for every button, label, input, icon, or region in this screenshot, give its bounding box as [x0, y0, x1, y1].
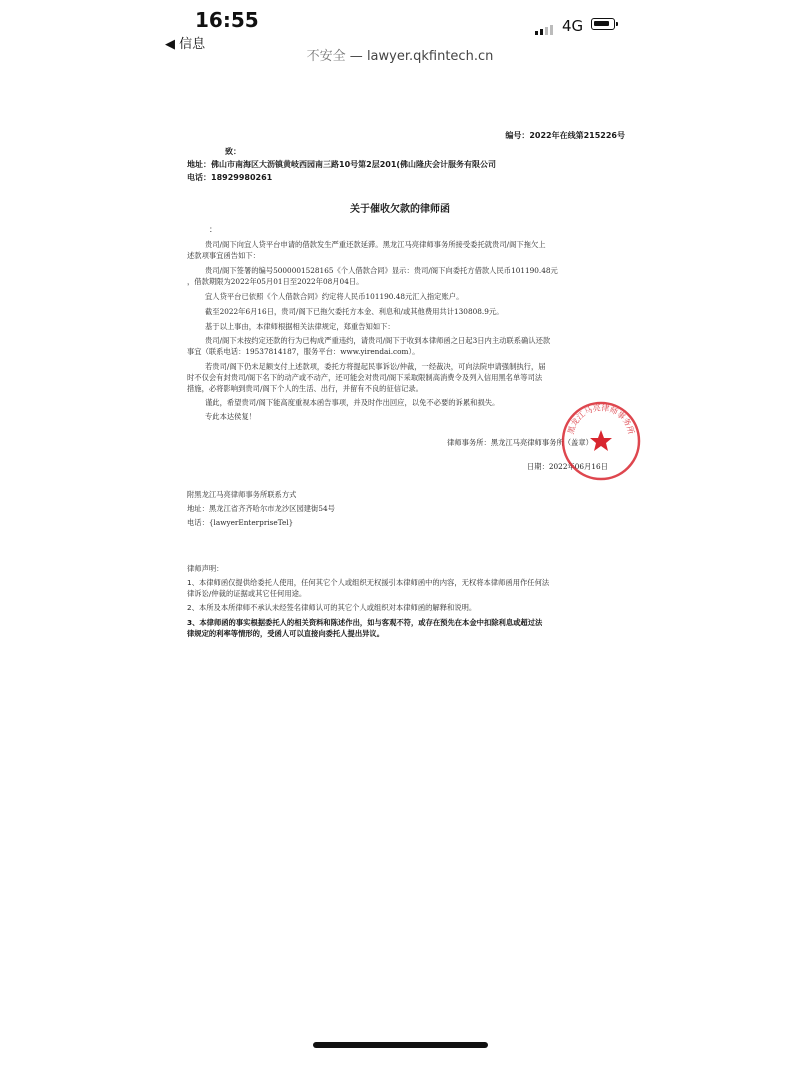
cellular-signal-icon: [535, 16, 555, 35]
body-line: 贵司/阁下未按约定还款的行为已构成严重违约，请贵司/阁下于收到本律师函之日起3日内主动联系确认还款: [205, 336, 551, 345]
signature-firm: 律师事务所：黑龙江马亮律师事务所（盖章）: [447, 438, 593, 447]
body-line: 贵司/阁下向宜人贷平台申请的借款发生严重还款延滞。黑龙江马亮律师事务所接受委托就贵司/阁下拖欠上: [205, 240, 546, 249]
letter-title: 关于催收欠款的律师函: [350, 204, 450, 215]
network-type: 4G: [562, 17, 584, 35]
body-line: ，借款期限为2022年05月01日至2022年08月04日。: [187, 277, 364, 286]
declaration-line: 2、本所及本所律师不承认未经签名律师认可的其它个人或组织对本律师函的解释和说明。: [187, 603, 477, 612]
contact-phone: 电话：{lawyerEnterpriseTel}: [187, 518, 294, 527]
body-line: 宜人贷平台已依照《个人借款合同》约定将人民币101190.48元汇入指定账户。: [205, 292, 464, 301]
body-line: 若贵司/阁下仍未足额支付上述款项，委托方将提起民事诉讼/仲裁，一经裁决，可向法院申请强制执行，届: [205, 362, 546, 371]
status-time: 16:55: [195, 8, 259, 32]
document-number: 编号：2022年在线第215226号: [505, 131, 625, 140]
signature-date: 日期：2022年06月16日: [527, 462, 608, 471]
declaration-heading: 律师声明：: [187, 564, 224, 573]
official-seal-icon: [560, 400, 642, 482]
declaration-line: 1、本律师函仅提供给委托人使用，任何其它个人或组织无权援引本律师函中的内容，无权将本律师函用作任何法: [187, 578, 550, 587]
salutation: ：: [209, 225, 217, 234]
phone-screen: [155, 0, 645, 1067]
declaration-line-bold: 律规定的利率等情形的，受函人可以直接向委托人提出异议。: [187, 629, 385, 638]
svg-text:黑龙江马亮律师事务所: [566, 402, 636, 435]
status-bar: [155, 0, 645, 52]
body-line: 谨此，希望贵司/阁下能高度重视本函告事项，并及时作出回应，以免不必要的诉累和损失。: [205, 398, 500, 407]
url-text: lawyer.qkfintech.cn: [366, 49, 494, 64]
seal-text: 黑龙江马亮律师事务所: [566, 403, 636, 436]
back-to-messages-button[interactable]: ◀ 信息: [165, 37, 206, 52]
contact-address: 地址：黑龙江省齐齐哈尔市龙沙区园建街54号: [187, 504, 335, 513]
body-line: 事宜（联系电话：19537814187，服务平台：www.yirendai.com）。: [187, 347, 420, 356]
battery-icon: [591, 18, 615, 30]
body-line: 述款项事宜函告如下：: [187, 251, 260, 260]
declaration-line: 律诉讼/仲裁的证据或其它任何用途。: [187, 589, 307, 598]
body-line: 基于以上事由，本律师根据相关法律规定，郑重告知如下：: [205, 322, 395, 331]
lawyer-letter-document: [165, 100, 635, 720]
recipient-address: 地址：佛山市南海区大沥镇黄岐西园南三路10号第2层201(佛山隆庆会计服务有限公司: [187, 160, 497, 169]
address-separator: —: [345, 49, 367, 64]
contact-heading: 附黑龙江马亮律师事务所联系方式: [187, 490, 297, 499]
body-line: 截至2022年6月16日，贵司/阁下已拖欠委托方本金、利息和/或其他费用共计130808.9元。: [205, 307, 504, 316]
body-line: 时不仅会有封贵司/阁下名下的动产或不动产，还可能会对贵司/阁下采取限制高消费令及列入信用黑名单等司法: [187, 373, 543, 382]
body-line: 贵司/阁下签署的编号5000001528165《个人借款合同》显示：贵司/阁下向委托方借款人民币101190.48元: [205, 266, 558, 275]
insecure-label: 不安全: [306, 49, 346, 64]
body-line: 专此本达侯复！: [205, 412, 257, 421]
address-bar[interactable]: [155, 45, 645, 64]
body-line: 措施，必将影响到贵司/阁下个人的生活、出行，并留有不良的征信记录。: [187, 384, 423, 393]
home-indicator[interactable]: [313, 1042, 488, 1048]
recipient-phone: 电话：18929980261: [187, 173, 273, 182]
declaration-line-bold: 3、本律师函的事实根据委托人的相关资料和陈述作出，如与客观不符，或存在预先在本金中扣除利息或超过法: [187, 618, 543, 627]
recipient-label: 致：: [225, 147, 241, 156]
